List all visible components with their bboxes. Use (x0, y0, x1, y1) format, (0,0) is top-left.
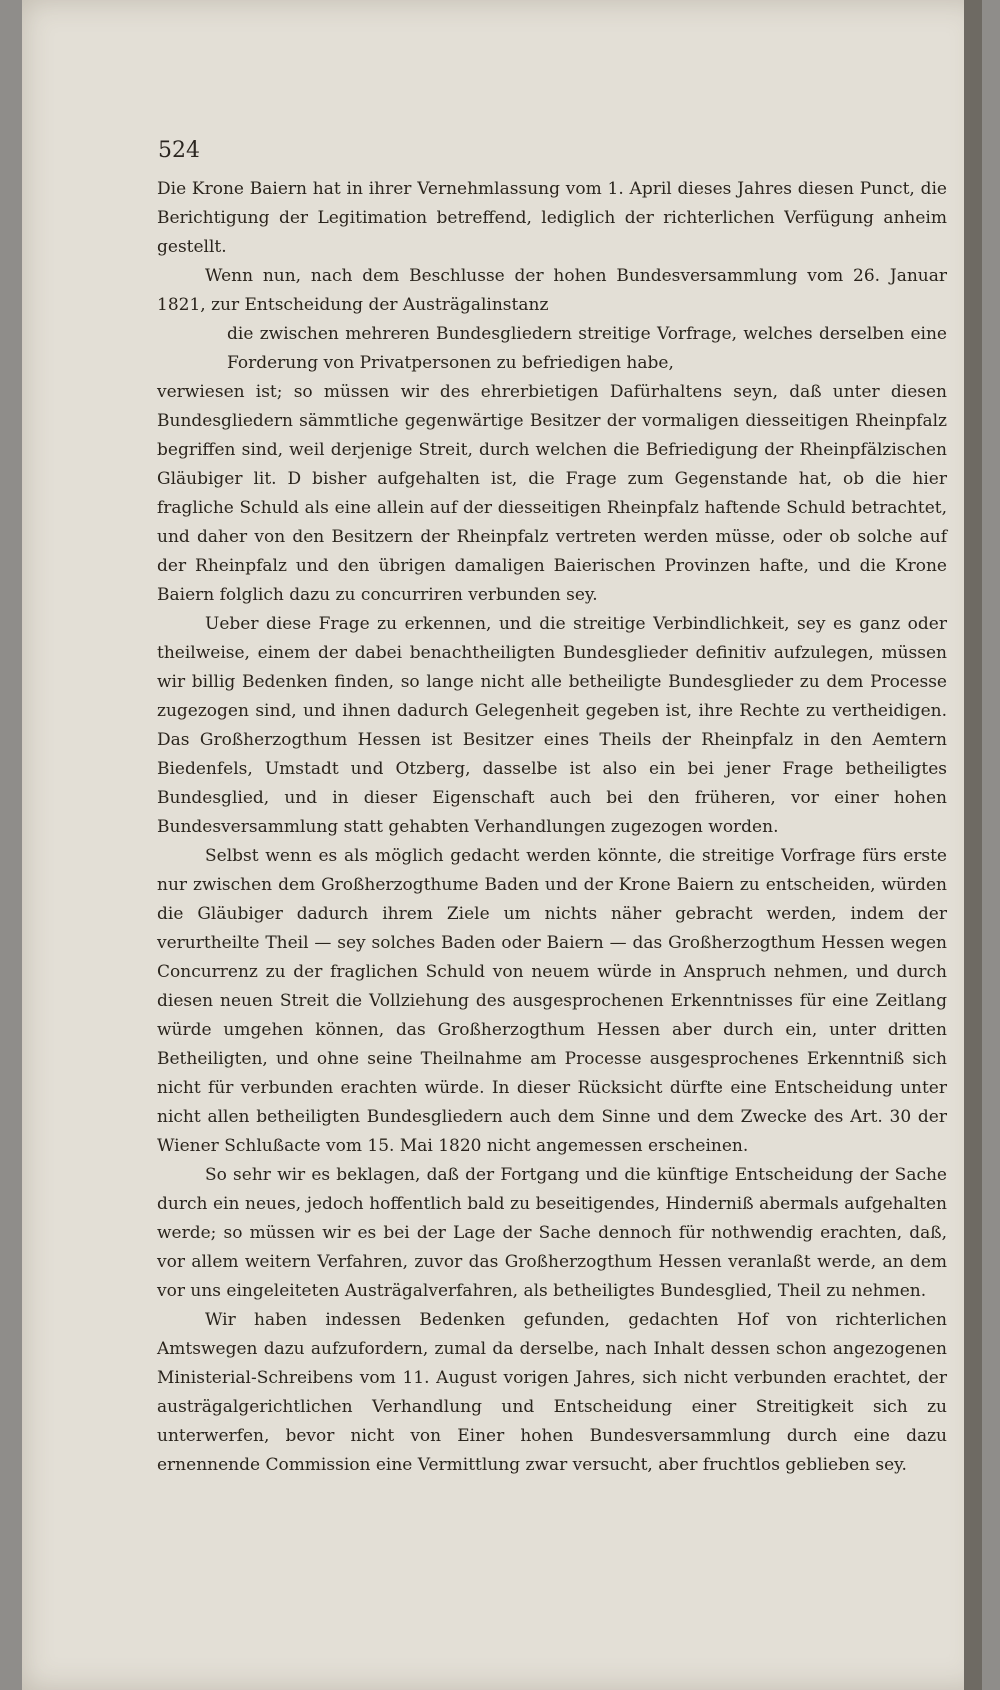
page-edge (964, 0, 982, 1690)
paragraph: Die Krone Baiern hat in ihrer Vernehmlassung vom 1. April dieses Jahres diesen Punct, die Berichtigung der Legitimation betreffend, lediglich der richterlichen Verfügung anheim gestellt. (157, 179, 947, 257)
paragraph: Wir haben indessen Bedenken gefunden, gedachten Hof von richterlichen Amtswegen dazu aufzufordern, zumal da derselbe, nach Inhalt dessen schon angezogenen Ministerial-Schreibens vom 11. August vorigen Jahres, sich nicht verbunden erachtet, der austrägalgerichtlichen Verhandlung und Entscheidung einer Streitigkeit sich zu unterwerfen, bevor nicht von Einer hohen Bundesversammlung durch eine dazu ernennende Commission eine Vermittlung zwar versucht, aber fruchtlos geblieben sey. (157, 1310, 947, 1475)
book-page (22, 0, 982, 1690)
paragraph: Wenn nun, nach dem Beschlusse der hohen Bundesversammlung vom 26. Januar 1821, zur Entscheidung der Austrägalinstanz (157, 266, 947, 315)
paragraph: So sehr wir es beklagen, daß der Fortgang und die künftige Entscheidung der Sache durch ein neues, jedoch hoffentlich bald zu beseitigendes, Hinderniß abermals aufgehalten werde; so müssen wir es bei der Lage der Sache dennoch für nothwendig erachten, daß, vor allem weitern Verfahren, zuvor das Großherzogthum Hessen veranlaßt werde, an dem vor uns eingeleiteten Austrägalverfahren, als betheiligtes Bundesglied, Theil zu nehmen. (157, 1165, 947, 1301)
page-body (157, 175, 947, 1480)
paragraph: verwiesen ist; so müssen wir des ehrerbietigen Dafürhaltens seyn, daß unter diesen Bundesgliedern sämmtliche gegenwärtige Besitzer der vormaligen diesseitigen Rheinpfalz begriffen sind, weil derjenige Streit, durch welchen die Befriedigung der Rheinpfälzischen Gläubiger lit. D bisher aufgehalten ist, die Frage zum Gegenstande hat, ob die hier fragliche Schuld als eine allein auf der diesseitigen Rheinpfalz haftende Schuld betrachtet, und daher von den Besitzern der Rheinpfalz vertreten werden müsse, oder ob solche auf der Rheinpfalz und den übrigen damaligen Baierischen Provinzen hafte, und die Krone Baiern folglich dazu zu concurriren verbunden sey. (157, 382, 947, 605)
indented-quote: die zwischen mehreren Bundesgliedern streitige Vorfrage, welches derselben eine Forderung von Privatpersonen zu befriedigen habe, (227, 324, 947, 373)
paragraph: Selbst wenn es als möglich gedacht werden könnte, die streitige Vorfrage fürs erste nur zwischen dem Großherzogthume Baden und der Krone Baiern zu entscheiden, würden die Gläubiger dadurch ihrem Ziele um nichts näher gebracht werden, indem der verurtheilte Theil — sey solches Baden oder Baiern — das Großherzogthum Hessen wegen Concurrenz zu der fraglichen Schuld von neuem würde in Anspruch nehmen, und durch diesen neuen Streit die Vollziehung des ausgesprochenen Erkenntnisses für eine Zeitlang würde umgehen können, das Großherzogthum Hessen aber durch ein, unter dritten Betheiligten, und ohne seine Theilnahme am Processe ausgesprochenes Erkenntniß sich nicht für verbunden erachten würde. In dieser Rücksicht dürfte eine Entscheidung unter nicht allen betheiligten Bundesgliedern auch dem Sinne und dem Zwecke des Art. 30 der Wiener Schlußacte vom 15. Mai 1820 nicht angemessen erscheinen. (157, 846, 947, 1156)
page-number: 524 (158, 138, 200, 163)
paragraph: Ueber diese Frage zu erkennen, und die streitige Verbindlichkeit, sey es ganz oder theilweise, einem der dabei benachtheiligten Bundesglieder definitiv aufzulegen, müssen wir billig Bedenken finden, so lange nicht alle betheiligte Bundesglieder zu dem Processe zugezogen sind, und ihnen dadurch Gelegenheit gegeben ist, ihre Rechte zu vertheidigen. Das Großherzogthum Hessen ist Besitzer eines Theils der Rheinpfalz in den Aemtern Biedenfels, Umstadt und Otzberg, dasselbe ist also ein bei jener Frage betheiligtes Bundesglied, und in dieser Eigenschaft auch bei den früheren, vor einer hohen Bundesversammlung statt gehabten Verhandlungen zugezogen worden. (157, 614, 947, 837)
